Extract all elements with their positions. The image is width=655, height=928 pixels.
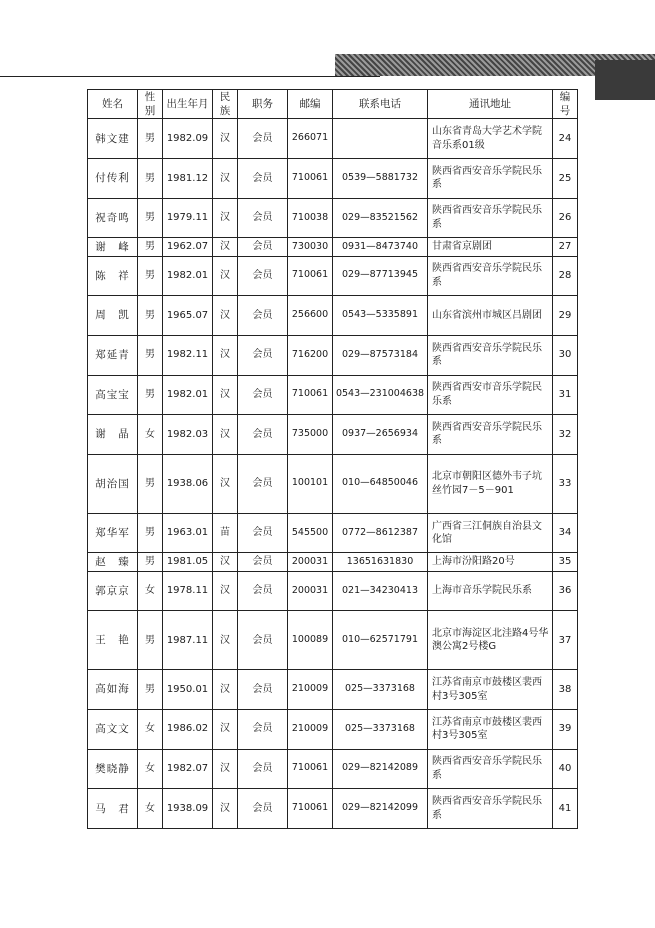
- header-birth: 出生年月: [163, 90, 213, 119]
- cell-role: 会员: [238, 513, 288, 553]
- cell-address: 江苏省南京市鼓楼区裴西村3号305室: [428, 709, 553, 749]
- cell-ethnicity: 汉: [213, 296, 238, 336]
- cell-role: 会员: [238, 119, 288, 159]
- cell-postcode: 210009: [288, 670, 333, 710]
- cell-phone: 029—87573184: [333, 335, 428, 375]
- cell-birth: 1978.11: [163, 571, 213, 611]
- cell-address: 上海市汾阳路20号: [428, 553, 553, 571]
- header-postcode: 邮编: [288, 90, 333, 119]
- cell-postcode: 735000: [288, 415, 333, 455]
- cell-role: 会员: [238, 256, 288, 296]
- cell-address: 陕西省西安音乐学院民乐系: [428, 159, 553, 199]
- table-row: [88, 256, 578, 296]
- cell-phone: 0543—231004638: [333, 375, 428, 415]
- cell-postcode: 266071: [288, 119, 333, 159]
- cell-gender: 男: [138, 198, 163, 238]
- cell-role: 会员: [238, 159, 288, 199]
- cell-address: 陕西省西安音乐学院民乐系: [428, 198, 553, 238]
- cell-number: 39: [553, 709, 578, 749]
- cell-postcode: 256600: [288, 296, 333, 336]
- cell-ethnicity: 汉: [213, 335, 238, 375]
- table-row: [88, 749, 578, 789]
- cell-birth: 1938.06: [163, 454, 213, 513]
- cell-address: 山东省青岛大学艺术学院音乐系01级: [428, 119, 553, 159]
- table-row: [88, 513, 578, 553]
- table-row: [88, 415, 578, 455]
- cell-gender: 男: [138, 553, 163, 571]
- cell-number: 30: [553, 335, 578, 375]
- cell-phone: 029—83521562: [333, 198, 428, 238]
- table-row: [88, 670, 578, 710]
- cell-number: 33: [553, 454, 578, 513]
- cell-ethnicity: 汉: [213, 238, 238, 256]
- cell-birth: 1986.02: [163, 709, 213, 749]
- cell-address: 陕西省西安音乐学院民乐系: [428, 335, 553, 375]
- cell-role: 会员: [238, 749, 288, 789]
- cell-name: 胡治国: [88, 454, 138, 513]
- cell-birth: 1982.01: [163, 375, 213, 415]
- cell-birth: 1979.11: [163, 198, 213, 238]
- cell-number: 27: [553, 238, 578, 256]
- cell-address: 江苏省南京市鼓楼区裴西村3号305室: [428, 670, 553, 710]
- cell-gender: 男: [138, 335, 163, 375]
- cell-address: 上海市音乐学院民乐系: [428, 571, 553, 611]
- cell-postcode: 100101: [288, 454, 333, 513]
- cell-number: 25: [553, 159, 578, 199]
- table-row: [88, 198, 578, 238]
- cell-gender: 男: [138, 670, 163, 710]
- header-corner-block: [595, 60, 655, 100]
- cell-gender: 女: [138, 749, 163, 789]
- cell-role: 会员: [238, 375, 288, 415]
- cell-role: 会员: [238, 415, 288, 455]
- table-header-row: [88, 90, 578, 119]
- table-row: [88, 553, 578, 571]
- cell-ethnicity: 汉: [213, 709, 238, 749]
- cell-phone: 0543—5335891: [333, 296, 428, 336]
- cell-role: 会员: [238, 296, 288, 336]
- header-ethnicity: 民族: [213, 90, 238, 119]
- header-number: 编号: [553, 90, 578, 119]
- cell-ethnicity: 汉: [213, 611, 238, 670]
- header-phone: 联系电话: [333, 90, 428, 119]
- cell-number: 38: [553, 670, 578, 710]
- cell-role: 会员: [238, 611, 288, 670]
- header-name: 姓名: [88, 90, 138, 119]
- cell-gender: 男: [138, 119, 163, 159]
- table-row: [88, 375, 578, 415]
- cell-address: 甘肃省京剧团: [428, 238, 553, 256]
- cell-role: 会员: [238, 198, 288, 238]
- cell-name: 郭京京: [88, 571, 138, 611]
- cell-phone: 029—87713945: [333, 256, 428, 296]
- cell-gender: 男: [138, 296, 163, 336]
- table-row: [88, 611, 578, 670]
- cell-phone: 029—82142089: [333, 749, 428, 789]
- cell-number: 36: [553, 571, 578, 611]
- cell-birth: 1982.01: [163, 256, 213, 296]
- cell-role: 会员: [238, 709, 288, 749]
- cell-gender: 女: [138, 571, 163, 611]
- cell-name: 祝奇鸣: [88, 198, 138, 238]
- cell-postcode: 716200: [288, 335, 333, 375]
- cell-ethnicity: 汉: [213, 256, 238, 296]
- cell-number: 34: [553, 513, 578, 553]
- cell-gender: 女: [138, 415, 163, 455]
- cell-address: 陕西省西安音乐学院民乐系: [428, 789, 553, 829]
- cell-name: 马 君: [88, 789, 138, 829]
- cell-birth: 1950.01: [163, 670, 213, 710]
- cell-postcode: 200031: [288, 571, 333, 611]
- cell-birth: 1981.05: [163, 553, 213, 571]
- cell-postcode: 710061: [288, 789, 333, 829]
- cell-role: 会员: [238, 571, 288, 611]
- cell-ethnicity: 汉: [213, 553, 238, 571]
- cell-number: 31: [553, 375, 578, 415]
- table-row: [88, 789, 578, 829]
- cell-ethnicity: 汉: [213, 789, 238, 829]
- cell-birth: 1962.07: [163, 238, 213, 256]
- cell-name: 郑华军: [88, 513, 138, 553]
- cell-postcode: 710061: [288, 749, 333, 789]
- cell-phone: 025—3373168: [333, 670, 428, 710]
- cell-name: 韩文建: [88, 119, 138, 159]
- cell-gender: 男: [138, 513, 163, 553]
- table-row: [88, 454, 578, 513]
- cell-phone: [333, 119, 428, 159]
- table-row: [88, 119, 578, 159]
- cell-role: 会员: [238, 335, 288, 375]
- cell-gender: 女: [138, 709, 163, 749]
- cell-ethnicity: 汉: [213, 415, 238, 455]
- cell-phone: 13651631830: [333, 553, 428, 571]
- header-gender: 性别: [138, 90, 163, 119]
- cell-number: 35: [553, 553, 578, 571]
- cell-number: 32: [553, 415, 578, 455]
- cell-gender: 男: [138, 159, 163, 199]
- cell-number: 41: [553, 789, 578, 829]
- cell-postcode: 100089: [288, 611, 333, 670]
- cell-name: 王 艳: [88, 611, 138, 670]
- cell-ethnicity: 汉: [213, 375, 238, 415]
- cell-postcode: 730030: [288, 238, 333, 256]
- table-row: [88, 296, 578, 336]
- cell-birth: 1982.09: [163, 119, 213, 159]
- cell-birth: 1987.11: [163, 611, 213, 670]
- cell-postcode: 545500: [288, 513, 333, 553]
- cell-address: 山东省滨州市城区吕剧团: [428, 296, 553, 336]
- cell-name: 高文文: [88, 709, 138, 749]
- cell-role: 会员: [238, 454, 288, 513]
- cell-birth: 1982.07: [163, 749, 213, 789]
- cell-number: 24: [553, 119, 578, 159]
- page-top-rule: [0, 76, 380, 77]
- cell-phone: 0539—5881732: [333, 159, 428, 199]
- cell-address: 北京市海淀区北洼路4号华澳公寓2号楼G: [428, 611, 553, 670]
- cell-role: 会员: [238, 670, 288, 710]
- cell-address: 陕西省西安音乐学院民乐系: [428, 749, 553, 789]
- cell-phone: 029—82142099: [333, 789, 428, 829]
- cell-name: 谢 晶: [88, 415, 138, 455]
- cell-birth: 1965.07: [163, 296, 213, 336]
- cell-name: 赵 臻: [88, 553, 138, 571]
- cell-role: 会员: [238, 553, 288, 571]
- cell-name: 付传利: [88, 159, 138, 199]
- cell-number: 29: [553, 296, 578, 336]
- cell-phone: 0772—8612387: [333, 513, 428, 553]
- cell-ethnicity: 苗: [213, 513, 238, 553]
- table-row: [88, 709, 578, 749]
- cell-role: 会员: [238, 238, 288, 256]
- cell-number: 40: [553, 749, 578, 789]
- cell-gender: 男: [138, 611, 163, 670]
- cell-number: 26: [553, 198, 578, 238]
- cell-address: 陕西省西安音乐学院民乐系: [428, 415, 553, 455]
- cell-birth: 1982.11: [163, 335, 213, 375]
- cell-phone: 010—62571791: [333, 611, 428, 670]
- cell-ethnicity: 汉: [213, 119, 238, 159]
- cell-address: 陕西省西安音乐学院民乐系: [428, 256, 553, 296]
- cell-ethnicity: 汉: [213, 454, 238, 513]
- cell-postcode: 710061: [288, 159, 333, 199]
- cell-postcode: 710038: [288, 198, 333, 238]
- cell-name: 周 凯: [88, 296, 138, 336]
- cell-name: 陈 祥: [88, 256, 138, 296]
- cell-name: 谢 峰: [88, 238, 138, 256]
- cell-number: 37: [553, 611, 578, 670]
- cell-gender: 男: [138, 256, 163, 296]
- cell-phone: 010—64850046: [333, 454, 428, 513]
- table-row: [88, 335, 578, 375]
- cell-number: 28: [553, 256, 578, 296]
- cell-phone: 0937—2656934: [333, 415, 428, 455]
- cell-postcode: 710061: [288, 256, 333, 296]
- cell-address: 广西省三江侗族自治县文化馆: [428, 513, 553, 553]
- table-row: [88, 238, 578, 256]
- cell-ethnicity: 汉: [213, 198, 238, 238]
- cell-name: 樊晓静: [88, 749, 138, 789]
- cell-gender: 男: [138, 238, 163, 256]
- cell-ethnicity: 汉: [213, 670, 238, 710]
- cell-address: 北京市朝阳区德外韦子坑丝竹园7－5－901: [428, 454, 553, 513]
- cell-birth: 1938.09: [163, 789, 213, 829]
- cell-phone: 021—34230413: [333, 571, 428, 611]
- header-address: 通讯地址: [428, 90, 553, 119]
- cell-ethnicity: 汉: [213, 159, 238, 199]
- cell-role: 会员: [238, 789, 288, 829]
- cell-phone: 025—3373168: [333, 709, 428, 749]
- cell-birth: 1963.01: [163, 513, 213, 553]
- cell-ethnicity: 汉: [213, 571, 238, 611]
- cell-name: 高宝宝: [88, 375, 138, 415]
- cell-address: 陕西省西安市音乐学院民乐系: [428, 375, 553, 415]
- table-row: [88, 159, 578, 199]
- cell-postcode: 210009: [288, 709, 333, 749]
- header-role: 职务: [238, 90, 288, 119]
- cell-postcode: 200031: [288, 553, 333, 571]
- cell-birth: 1982.03: [163, 415, 213, 455]
- member-roster-table: [87, 89, 578, 829]
- cell-gender: 女: [138, 789, 163, 829]
- cell-birth: 1981.12: [163, 159, 213, 199]
- cell-gender: 男: [138, 454, 163, 513]
- cell-gender: 男: [138, 375, 163, 415]
- cell-name: 郑延青: [88, 335, 138, 375]
- cell-name: 高如海: [88, 670, 138, 710]
- cell-postcode: 710061: [288, 375, 333, 415]
- cell-ethnicity: 汉: [213, 749, 238, 789]
- cell-phone: 0931—8473740: [333, 238, 428, 256]
- table-row: [88, 571, 578, 611]
